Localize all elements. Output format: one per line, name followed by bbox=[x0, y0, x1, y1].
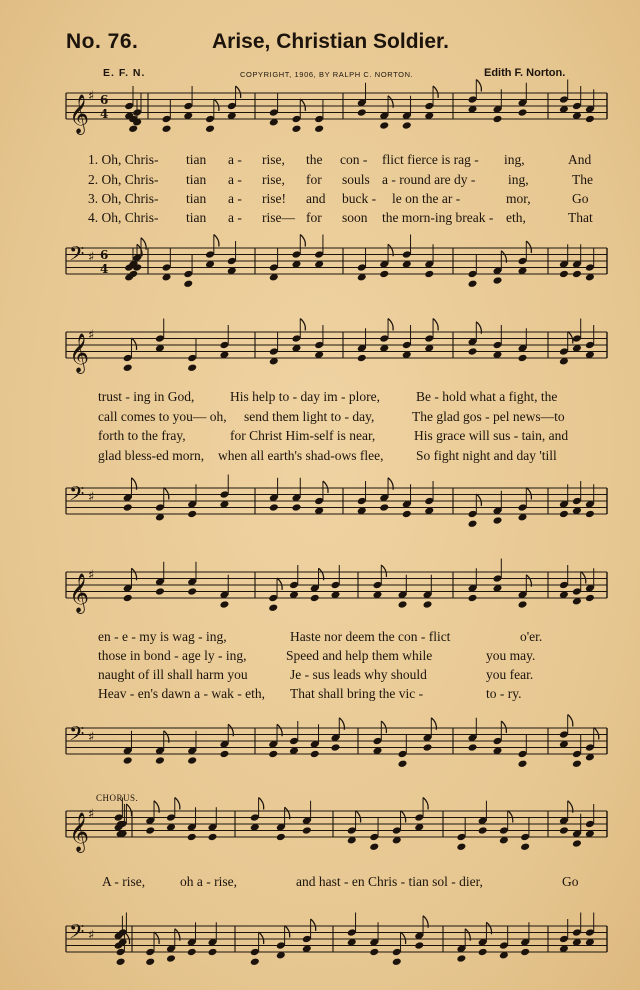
time-signature-bottom: 4 bbox=[100, 262, 109, 276]
time-signature-top: 6 bbox=[100, 93, 109, 107]
note-head bbox=[208, 948, 218, 957]
note-flag bbox=[300, 99, 305, 111]
note-head bbox=[468, 519, 478, 528]
note-head bbox=[585, 510, 595, 519]
note-head bbox=[379, 503, 389, 512]
note-head bbox=[269, 503, 279, 512]
note-head bbox=[302, 826, 312, 835]
note-head bbox=[310, 594, 320, 603]
note-flag bbox=[126, 804, 131, 816]
note-flag bbox=[236, 86, 241, 98]
note-head bbox=[314, 124, 324, 133]
composer-initials: E. F. N. bbox=[103, 67, 146, 79]
note-head bbox=[456, 842, 466, 851]
lyric-line: those in bond - age ly - ing, Speed and help them while you may. bbox=[98, 648, 536, 663]
note-head bbox=[518, 759, 528, 768]
note-head bbox=[208, 833, 218, 842]
note-head bbox=[187, 948, 197, 957]
time-signature-bottom: 4 bbox=[100, 107, 109, 121]
note-flag bbox=[433, 86, 438, 98]
note-head bbox=[423, 743, 433, 752]
lyric-line: trust - ing in God, His help to - day im - plore, Be - hold what a fight, the bbox=[98, 389, 558, 404]
sharp-icon: ♯ bbox=[88, 89, 95, 104]
note-flag bbox=[476, 80, 481, 92]
note-head bbox=[379, 270, 389, 279]
note-flag bbox=[300, 235, 305, 247]
note-head bbox=[219, 750, 229, 759]
note-flag bbox=[581, 572, 586, 584]
note-flag bbox=[423, 798, 428, 810]
note-flag bbox=[381, 565, 386, 577]
treble-clef-icon: 𝄞 bbox=[69, 573, 90, 613]
note-head bbox=[392, 957, 402, 966]
note-head bbox=[398, 759, 408, 768]
note-head bbox=[493, 516, 503, 525]
note-head bbox=[268, 750, 278, 759]
lyric-line: 3. Oh, Chris- tian a - rise! and buck - le on the ar - mor, Go bbox=[88, 191, 589, 206]
lyric-line: 4. Oh, Chris- tian a - rise— for soon the morn-ing break - eth, That bbox=[88, 210, 593, 225]
lyricist-name: Edith F. Norton. bbox=[484, 67, 566, 79]
note-head bbox=[414, 941, 424, 950]
lyric-line: call comes to you— oh, send them light to - day, The glad gos - pel news—to bbox=[98, 409, 565, 424]
note-head bbox=[205, 124, 215, 133]
note-head bbox=[116, 957, 126, 966]
note-head bbox=[155, 587, 165, 596]
note-head bbox=[219, 600, 229, 609]
note-flag bbox=[323, 481, 328, 493]
bass-clef-icon: 𝄢 bbox=[69, 920, 85, 948]
sharp-icon: ♯ bbox=[88, 928, 95, 943]
sharp-icon: ♯ bbox=[88, 250, 95, 265]
lyric-line: 2. Oh, Chris- tian a - rise, for souls a - round are dy - ing, The bbox=[88, 172, 593, 187]
note-flag bbox=[131, 338, 136, 350]
note-head bbox=[187, 363, 197, 372]
note-head bbox=[187, 833, 197, 842]
note-head bbox=[369, 842, 379, 851]
note-flag bbox=[501, 721, 506, 733]
note-head bbox=[468, 347, 478, 356]
note-head bbox=[123, 503, 133, 512]
note-head bbox=[369, 948, 379, 957]
note-head bbox=[145, 826, 155, 835]
treble-clef-icon: 𝄞 bbox=[69, 94, 90, 134]
note-head bbox=[520, 842, 530, 851]
sharp-icon: ♯ bbox=[88, 568, 95, 583]
note-head bbox=[310, 750, 320, 759]
note-flag bbox=[277, 578, 282, 590]
note-head bbox=[468, 594, 478, 603]
note-head bbox=[585, 594, 595, 603]
note-head bbox=[559, 826, 569, 835]
note-head bbox=[572, 270, 582, 279]
note-head bbox=[128, 124, 138, 133]
note-head bbox=[331, 743, 341, 752]
note-head bbox=[398, 600, 408, 609]
note-head bbox=[187, 756, 197, 765]
copyright-notice: COPYRIGHT, 1906, BY RALPH C. NORTON. bbox=[240, 70, 414, 79]
note-head bbox=[518, 354, 528, 363]
note-flag bbox=[476, 494, 481, 506]
note-head bbox=[572, 839, 582, 848]
note-head bbox=[291, 124, 301, 133]
note-head bbox=[276, 833, 286, 842]
note-head bbox=[379, 121, 389, 130]
bass-clef-icon: 𝄢 bbox=[69, 482, 85, 510]
note-head bbox=[357, 354, 367, 363]
note-flag bbox=[285, 926, 290, 938]
note-head bbox=[478, 948, 488, 957]
note-head bbox=[187, 510, 197, 519]
note-head bbox=[183, 279, 193, 288]
note-flag bbox=[568, 715, 573, 727]
note-head bbox=[468, 743, 478, 752]
note-head bbox=[162, 124, 172, 133]
lyric-line: 1. Oh, Chris- tian a - rise, the con - flict fierce is rag - ing, And bbox=[88, 152, 592, 167]
note-head bbox=[585, 115, 595, 124]
treble-clef-icon: 𝄞 bbox=[69, 333, 90, 373]
lyric-line: A - rise, oh a - rise, and hast - en Chris - tian sol - dier, Go bbox=[102, 874, 579, 889]
hymn-number: No. 76. bbox=[66, 30, 139, 53]
note-flag bbox=[401, 811, 406, 823]
note-flag bbox=[508, 811, 513, 823]
note-flag bbox=[300, 319, 305, 331]
note-head bbox=[187, 587, 197, 596]
note-flag bbox=[214, 235, 219, 247]
sharp-icon: ♯ bbox=[88, 730, 95, 745]
note-flag bbox=[154, 932, 159, 944]
bass-clef-icon: 𝄢 bbox=[69, 722, 85, 750]
treble-clef-icon: 𝄞 bbox=[69, 812, 90, 852]
sharp-icon: ♯ bbox=[88, 328, 95, 343]
note-head bbox=[123, 756, 133, 765]
note-head bbox=[572, 759, 582, 768]
note-flag bbox=[568, 332, 573, 344]
note-head bbox=[402, 510, 412, 519]
note-flag bbox=[311, 919, 316, 931]
note-flag bbox=[401, 932, 406, 944]
note-head bbox=[166, 954, 176, 963]
bass-clef-icon: 𝄢 bbox=[69, 242, 85, 270]
note-head bbox=[423, 600, 433, 609]
note-flag bbox=[175, 798, 180, 810]
note-flag bbox=[526, 241, 531, 253]
note-flag bbox=[526, 488, 531, 500]
lyric-line: naught of ill shall harm you Je - sus leads why should you fear. bbox=[98, 667, 534, 682]
note-head bbox=[268, 603, 278, 612]
note-head bbox=[123, 363, 133, 372]
note-head bbox=[456, 954, 466, 963]
note-flag bbox=[164, 488, 169, 500]
note-head bbox=[145, 957, 155, 966]
note-head bbox=[123, 594, 133, 603]
note-head bbox=[424, 270, 434, 279]
note-flag bbox=[594, 728, 599, 740]
note-head bbox=[493, 276, 503, 285]
note-head bbox=[478, 826, 488, 835]
sharp-icon: ♯ bbox=[88, 807, 95, 822]
note-flag bbox=[214, 99, 219, 111]
note-head bbox=[518, 600, 528, 609]
note-head bbox=[559, 510, 569, 519]
lyric-line: forth to the fray, for Christ Him-self is near, His grace will sus - tain, and bbox=[98, 428, 569, 443]
note-head bbox=[518, 108, 528, 117]
chorus-label: CHORUS. bbox=[96, 793, 139, 803]
note-head bbox=[468, 279, 478, 288]
lyric-line: en - e - my is wag - ing, Haste nor deem the con - flict o'er. bbox=[98, 629, 543, 644]
note-head bbox=[520, 948, 530, 957]
note-head bbox=[155, 756, 165, 765]
note-head bbox=[493, 115, 503, 124]
note-head bbox=[291, 503, 301, 512]
sharp-icon: ♯ bbox=[88, 490, 95, 505]
note-head bbox=[402, 121, 412, 130]
note-head bbox=[559, 270, 569, 279]
note-head bbox=[357, 108, 367, 117]
note-flag bbox=[381, 721, 386, 733]
lyric-line: Heav - en's dawn a - wak - eth, That shall bring the vic - to - ry. bbox=[98, 686, 522, 701]
note-flag bbox=[259, 932, 264, 944]
note-flag bbox=[356, 811, 361, 823]
note-flag bbox=[388, 319, 393, 331]
hymn-title: Arise, Christian Soldier. bbox=[212, 30, 449, 53]
note-flag bbox=[259, 798, 264, 810]
note-flag bbox=[433, 319, 438, 331]
note-head bbox=[250, 957, 260, 966]
time-signature-top: 6 bbox=[100, 248, 109, 262]
lyric-line: glad bless-ed morn, when all earth's shad-ows flee, So fight night and day 'till bbox=[98, 448, 557, 463]
